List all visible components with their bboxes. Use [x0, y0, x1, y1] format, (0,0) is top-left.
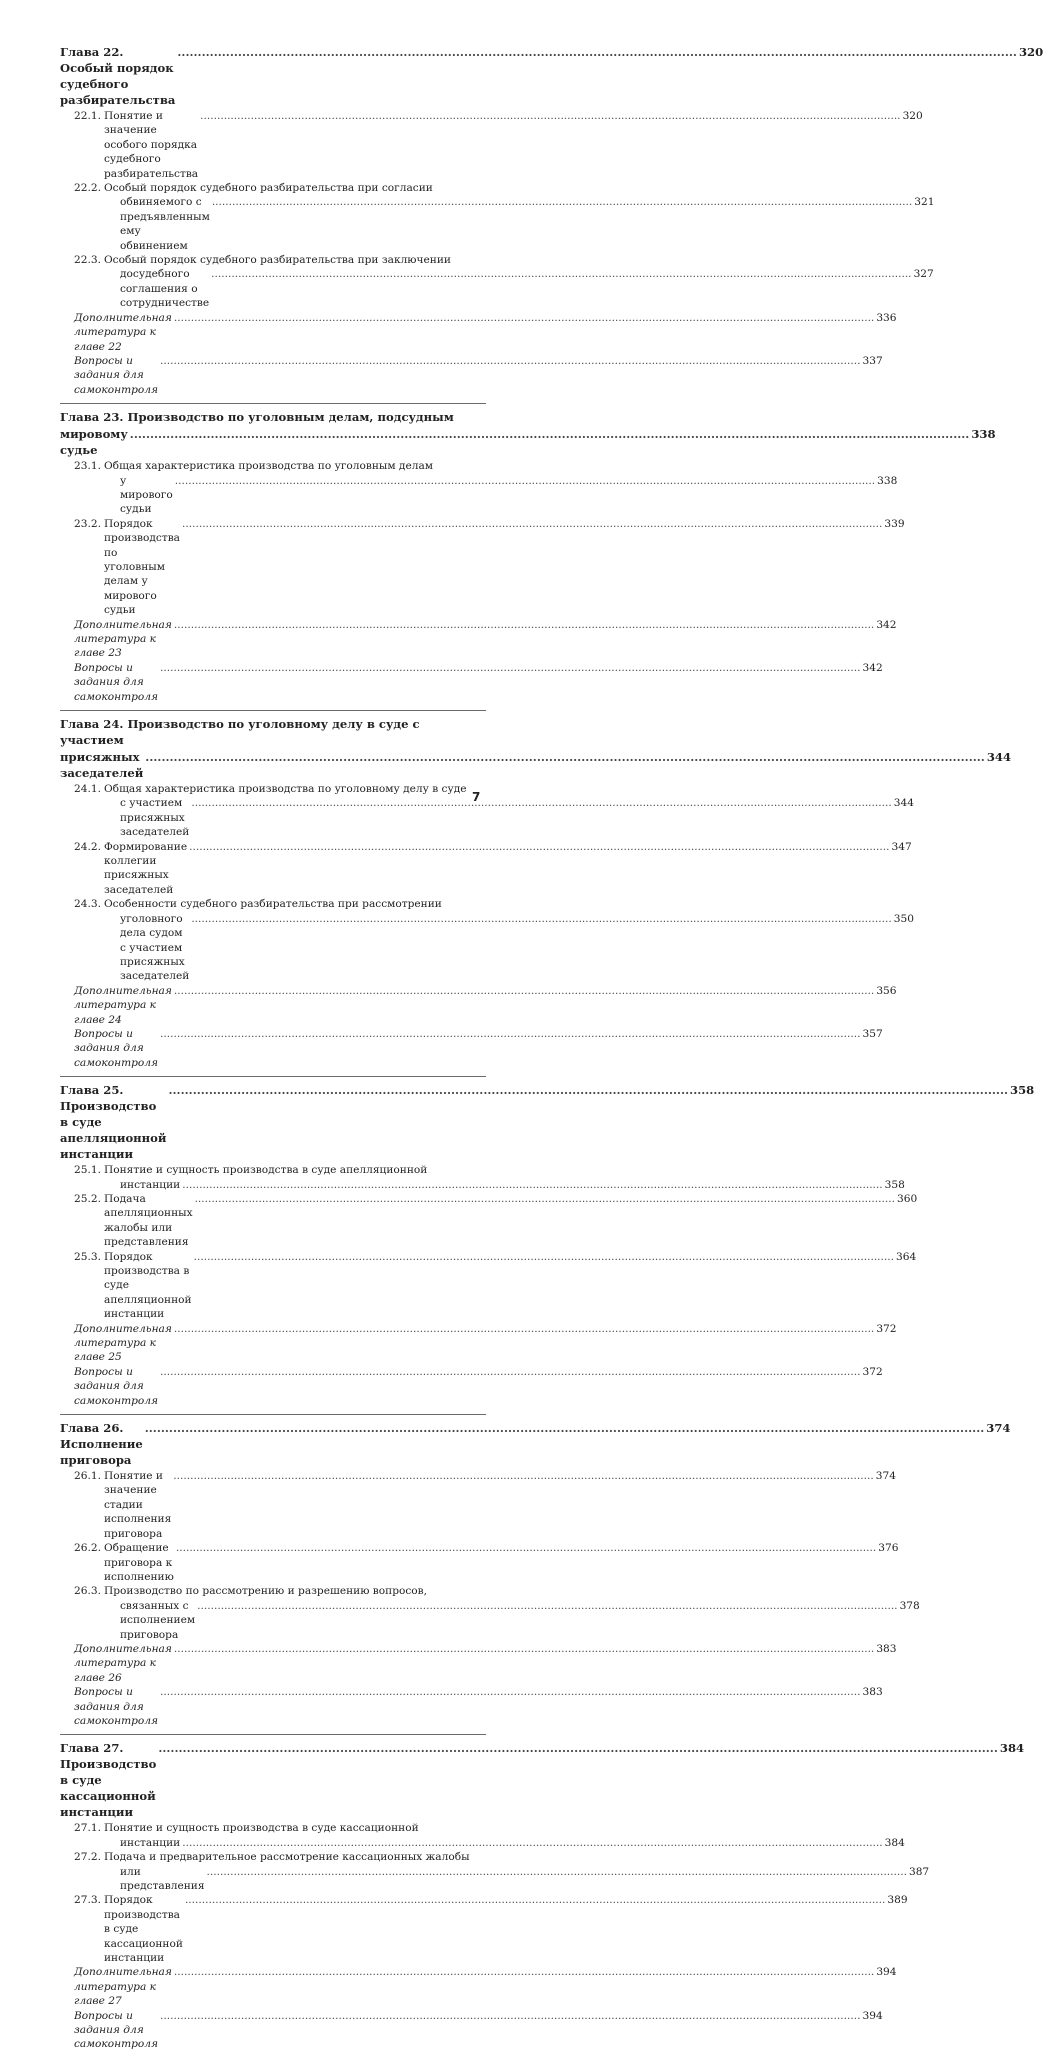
additional-literature[interactable] — [74, 1642, 897, 1685]
section-body — [104, 1893, 908, 1965]
section-item[interactable] — [74, 109, 923, 181]
section-body — [104, 1250, 916, 1322]
page-ref: 347 — [891, 840, 912, 853]
chapter-block — [60, 403, 996, 704]
entry-text: Глава 22. Особый порядок судебного разбирательства — [60, 45, 176, 107]
section-body — [104, 782, 914, 840]
page-ref: 389 — [887, 1894, 908, 1907]
entry-text: Обращение приговора к исполнению — [104, 1542, 174, 1583]
page-ref: 358 — [884, 1178, 905, 1191]
chapter-title[interactable] — [60, 426, 996, 458]
page-ref: 357 — [862, 1027, 883, 1040]
page-ref: 320 — [902, 110, 923, 122]
entry-text: связанных с исполнением приговора — [120, 1599, 196, 1641]
entry-text: Вопросы и задания для самоконтроля — [74, 354, 159, 396]
section-number: 24.1. — [74, 783, 101, 796]
page-ref: 372 — [876, 1322, 897, 1335]
section-body — [104, 1163, 905, 1192]
entry-text: Формирование коллегии присяжных заседателей — [104, 840, 188, 896]
section-item[interactable] — [74, 897, 914, 983]
leader-dots — [174, 311, 874, 325]
entry-text: Вопросы и задания для самоконтроля — [74, 1027, 159, 1069]
section-body — [104, 1850, 929, 1893]
page-number: 7 — [472, 790, 481, 804]
section-title-last[interactable] — [104, 1469, 896, 1541]
leader-dots — [200, 109, 900, 123]
leader-dots — [174, 618, 874, 632]
leader-dots — [173, 1469, 873, 1483]
section-title-last[interactable] — [104, 912, 914, 984]
section-title-last[interactable] — [104, 474, 897, 517]
leader-dots — [207, 1865, 907, 1879]
section-number: 27.1. — [74, 1822, 101, 1835]
section-item[interactable] — [74, 1469, 896, 1541]
section-body — [104, 517, 905, 618]
chapter-block — [60, 1734, 1025, 2052]
section-body — [104, 253, 934, 311]
leader-dots — [160, 1365, 860, 1379]
page-ref: 394 — [862, 2009, 883, 2022]
leader-dots — [191, 912, 891, 926]
entry-text: Вопросы и задания для самоконтроля — [74, 661, 159, 703]
section-body — [104, 897, 914, 983]
section-title-last[interactable] — [104, 109, 923, 181]
section-number: 25.2. — [74, 1192, 101, 1205]
leader-dots — [160, 2009, 860, 2023]
section-number: 26.1. — [74, 1470, 101, 1483]
section-title-line: Общая характеристика производства по уголовному делу в суде — [104, 783, 467, 796]
leader-dots — [145, 1420, 985, 1436]
page-ref: 387 — [908, 1865, 930, 1878]
page-ref: 344 — [986, 750, 1012, 765]
section-title-line: Понятие и сущность производства в суде апелляционной — [104, 1164, 428, 1177]
leader-dots — [130, 426, 970, 442]
page-ref: 338 — [971, 427, 996, 442]
entry-text: Понятие и значение стадии исполнения приговора — [104, 1470, 172, 1540]
leader-dots — [211, 267, 911, 281]
entry-text: Порядок производства в суде кассационной инстанции — [104, 1894, 183, 1965]
leader-dots — [191, 796, 891, 810]
section-body — [104, 1821, 905, 1850]
page-ref: 338 — [877, 474, 898, 487]
section-item[interactable] — [74, 1192, 918, 1250]
section-body — [104, 1541, 899, 1584]
leader-dots — [160, 354, 860, 368]
page-ref: 364 — [896, 1250, 917, 1263]
leader-dots — [212, 195, 912, 209]
leader-dots — [182, 1178, 882, 1192]
entry-text: обвиняемого с предъявленным ему обвинением — [120, 196, 210, 252]
section-item[interactable] — [74, 1584, 920, 1642]
section-number: 26.2. — [74, 1542, 101, 1555]
section-number: 22.2. — [74, 182, 101, 195]
page-ref: 384 — [999, 1741, 1025, 1756]
section-title-line: Особый порядок судебного разбирательства при согласии — [104, 182, 433, 195]
entry-text: Вопросы и задания для самоконтроля — [74, 2009, 159, 2051]
leader-dots — [197, 1599, 897, 1613]
leader-dots — [174, 1642, 874, 1656]
entry-text: с участием присяжных заседателей — [120, 797, 190, 839]
section-body — [104, 1584, 920, 1642]
section-title-line: Производство по рассмотрению и разрешению вопросов, — [104, 1585, 428, 1598]
entry-text: или представления — [120, 1865, 205, 1892]
section-item[interactable] — [74, 782, 914, 840]
section-title-last[interactable] — [104, 1836, 905, 1850]
section-item[interactable] — [74, 1541, 899, 1584]
leader-dots — [194, 1250, 894, 1264]
section-title-last[interactable] — [104, 1178, 905, 1192]
section-item[interactable] — [74, 1893, 908, 1965]
section-number: 22.3. — [74, 254, 101, 267]
section-item[interactable] — [74, 181, 935, 253]
leader-dots — [182, 1836, 882, 1850]
section-body — [104, 840, 912, 898]
entry-text: Дополнительная литература к главе 26 — [74, 1642, 172, 1684]
section-title-line: Особенности судебного разбирательства при рассмотрении — [104, 898, 442, 911]
section-item[interactable] — [74, 253, 934, 311]
chapter-title[interactable] — [60, 749, 1012, 781]
chapter-title-line[interactable]: Глава 24. Производство по уголовному делу в суде с участием — [60, 717, 420, 748]
self-check-questions[interactable] — [74, 1365, 883, 1408]
section-number: 23.2. — [74, 517, 101, 530]
section-number: 22.1. — [74, 110, 101, 122]
chapter-block — [60, 1414, 1011, 1728]
section-title-last[interactable] — [104, 517, 905, 618]
leader-dots — [182, 517, 882, 531]
additional-literature[interactable] — [74, 618, 897, 661]
leader-dots — [177, 44, 1017, 60]
section-number: 24.2. — [74, 840, 101, 853]
section-item[interactable] — [74, 1821, 905, 1850]
section-title-last[interactable] — [104, 1250, 916, 1322]
chapter-block — [60, 710, 1012, 1070]
section-title-last[interactable] — [104, 796, 914, 839]
leader-dots — [175, 474, 875, 488]
section-title-last[interactable] — [104, 1541, 899, 1584]
section-body — [104, 459, 897, 517]
page-ref: 394 — [876, 1966, 897, 1979]
entry-text: Дополнительная литература к главе 22 — [74, 311, 172, 353]
section-number: 27.3. — [74, 1894, 101, 1907]
entry-text: инстанции — [120, 1178, 181, 1191]
page-ref: 360 — [897, 1192, 918, 1205]
section-body — [104, 1192, 917, 1250]
chapter-title[interactable] — [60, 1740, 1025, 1820]
page-ref: 374 — [875, 1470, 896, 1483]
section-body — [104, 109, 923, 181]
chapter-block — [60, 44, 1043, 397]
entry-text: Дополнительная литература к главе 23 — [74, 618, 172, 660]
page-ref: 378 — [899, 1599, 920, 1612]
entry-text: Глава 26. Исполнение приговора — [60, 1421, 143, 1468]
section-item[interactable] — [74, 1850, 930, 1893]
section-title-last[interactable] — [104, 195, 934, 253]
page-ref: 372 — [862, 1365, 883, 1378]
entry-text: Дополнительная литература к главе 24 — [74, 984, 172, 1026]
entry-text: Дополнительная литература к главе 25 — [74, 1322, 172, 1364]
section-item[interactable] — [74, 1163, 905, 1192]
page-ref: 383 — [862, 1686, 883, 1699]
entry-text: Дополнительная литература к главе 27 — [74, 1966, 172, 2008]
page-ref: 374 — [986, 1421, 1011, 1436]
leader-dots — [174, 984, 874, 998]
leader-dots — [168, 1082, 1008, 1098]
page-ref: 327 — [913, 268, 934, 281]
entry-text: Вопросы и задания для самоконтроля — [74, 1365, 159, 1407]
section-item[interactable] — [74, 459, 898, 517]
section-title-last[interactable] — [104, 840, 912, 898]
page-ref: 321 — [914, 196, 935, 209]
section-body — [104, 1469, 896, 1541]
additional-literature[interactable] — [74, 984, 897, 1027]
section-number: 23.1. — [74, 460, 101, 473]
page-ref: 383 — [876, 1642, 897, 1655]
leader-dots — [185, 1893, 885, 1907]
leader-dots — [145, 749, 985, 765]
page-ref: 336 — [876, 311, 897, 324]
entry-text: Понятие и значение особого порядка судебного разбирательства — [104, 110, 199, 180]
section-title-last[interactable] — [104, 1893, 908, 1965]
chapter-title[interactable] — [60, 1420, 1011, 1468]
leader-dots — [160, 1027, 860, 1041]
entry-text: досудебного соглашения о сотрудничестве — [120, 268, 210, 310]
self-check-questions[interactable] — [74, 661, 883, 704]
page-ref: 356 — [876, 984, 897, 997]
entry-text: инстанции — [120, 1836, 181, 1849]
entry-text: Порядок производства в суде апелляционной инстанции — [104, 1250, 192, 1321]
section-title-line: Понятие и сущность производства в суде кассационной — [104, 1822, 419, 1835]
self-check-questions[interactable] — [74, 1027, 883, 1070]
section-number: 25.3. — [74, 1250, 101, 1263]
leader-dots — [189, 840, 889, 854]
entry-text: Вопросы и задания для самоконтроля — [74, 1686, 159, 1727]
leader-dots — [160, 661, 860, 675]
section-item[interactable] — [74, 840, 912, 898]
chapter-title[interactable] — [60, 44, 1043, 108]
page-ref: 339 — [884, 517, 905, 530]
entry-text: уголовного дела судом с участием присяжных заседателей — [120, 912, 190, 983]
section-item[interactable] — [74, 517, 905, 618]
section-title-last[interactable] — [104, 1599, 920, 1642]
entry-text: у мирового судьи — [120, 474, 173, 516]
section-title-last[interactable] — [104, 1192, 917, 1250]
page-ref: 320 — [1018, 45, 1043, 59]
section-number: 25.1. — [74, 1164, 101, 1177]
page-ref: 358 — [1010, 1083, 1035, 1098]
leader-dots — [160, 1685, 860, 1699]
entry-text: Глава 25. Производство в суде апелляционной инстанции — [60, 1083, 167, 1162]
self-check-questions[interactable] — [74, 1685, 883, 1728]
chapter-block — [60, 1076, 1035, 1408]
self-check-questions[interactable] — [74, 354, 883, 397]
leader-dots — [195, 1192, 895, 1206]
page-ref: 342 — [862, 661, 883, 674]
entry-text: присяжных заседателей — [60, 750, 144, 781]
chapter-title[interactable] — [60, 1082, 1035, 1162]
leader-dots — [176, 1541, 876, 1555]
page-ref: 376 — [878, 1542, 899, 1555]
additional-literature[interactable] — [74, 311, 897, 354]
leader-dots — [174, 1322, 874, 1336]
entry-text: Подача апелляционных жалобы или представления — [104, 1192, 193, 1249]
leader-dots — [174, 1965, 874, 1979]
page-ref: 337 — [862, 354, 883, 367]
additional-literature[interactable] — [74, 1965, 897, 2008]
page-ref: 384 — [884, 1836, 905, 1849]
section-title-last[interactable] — [104, 267, 934, 310]
table-of-contents — [60, 44, 1043, 2058]
page-ref: 344 — [893, 797, 914, 810]
section-title-line: Особый порядок судебного разбирательства при заключении — [104, 254, 451, 267]
section-title-line: Общая характеристика производства по уголовным делам — [104, 460, 434, 473]
section-number: 24.3. — [74, 898, 101, 911]
entry-text: Глава 27. Производство в суде кассационной инстанции — [60, 1741, 157, 1820]
section-title-last[interactable] — [104, 1865, 929, 1894]
entry-text: Порядок производства по уголовным делам у мирового судьи — [104, 517, 180, 617]
section-title-line: Подача и предварительное рассмотрение кассационных жалобы — [104, 1851, 470, 1864]
page-ref: 350 — [893, 912, 914, 925]
leader-dots — [158, 1740, 998, 1756]
section-body — [104, 181, 934, 253]
entry-text: мировому судье — [60, 427, 128, 458]
section-number: 27.2. — [74, 1851, 101, 1864]
additional-literature[interactable] — [74, 1322, 897, 1365]
section-item[interactable] — [74, 1250, 917, 1322]
page-ref: 342 — [876, 618, 897, 631]
self-check-questions[interactable] — [74, 2009, 883, 2052]
chapter-title-line[interactable]: Глава 23. Производство по уголовным делам, подсудным — [60, 410, 454, 425]
section-number: 26.3. — [74, 1585, 101, 1598]
